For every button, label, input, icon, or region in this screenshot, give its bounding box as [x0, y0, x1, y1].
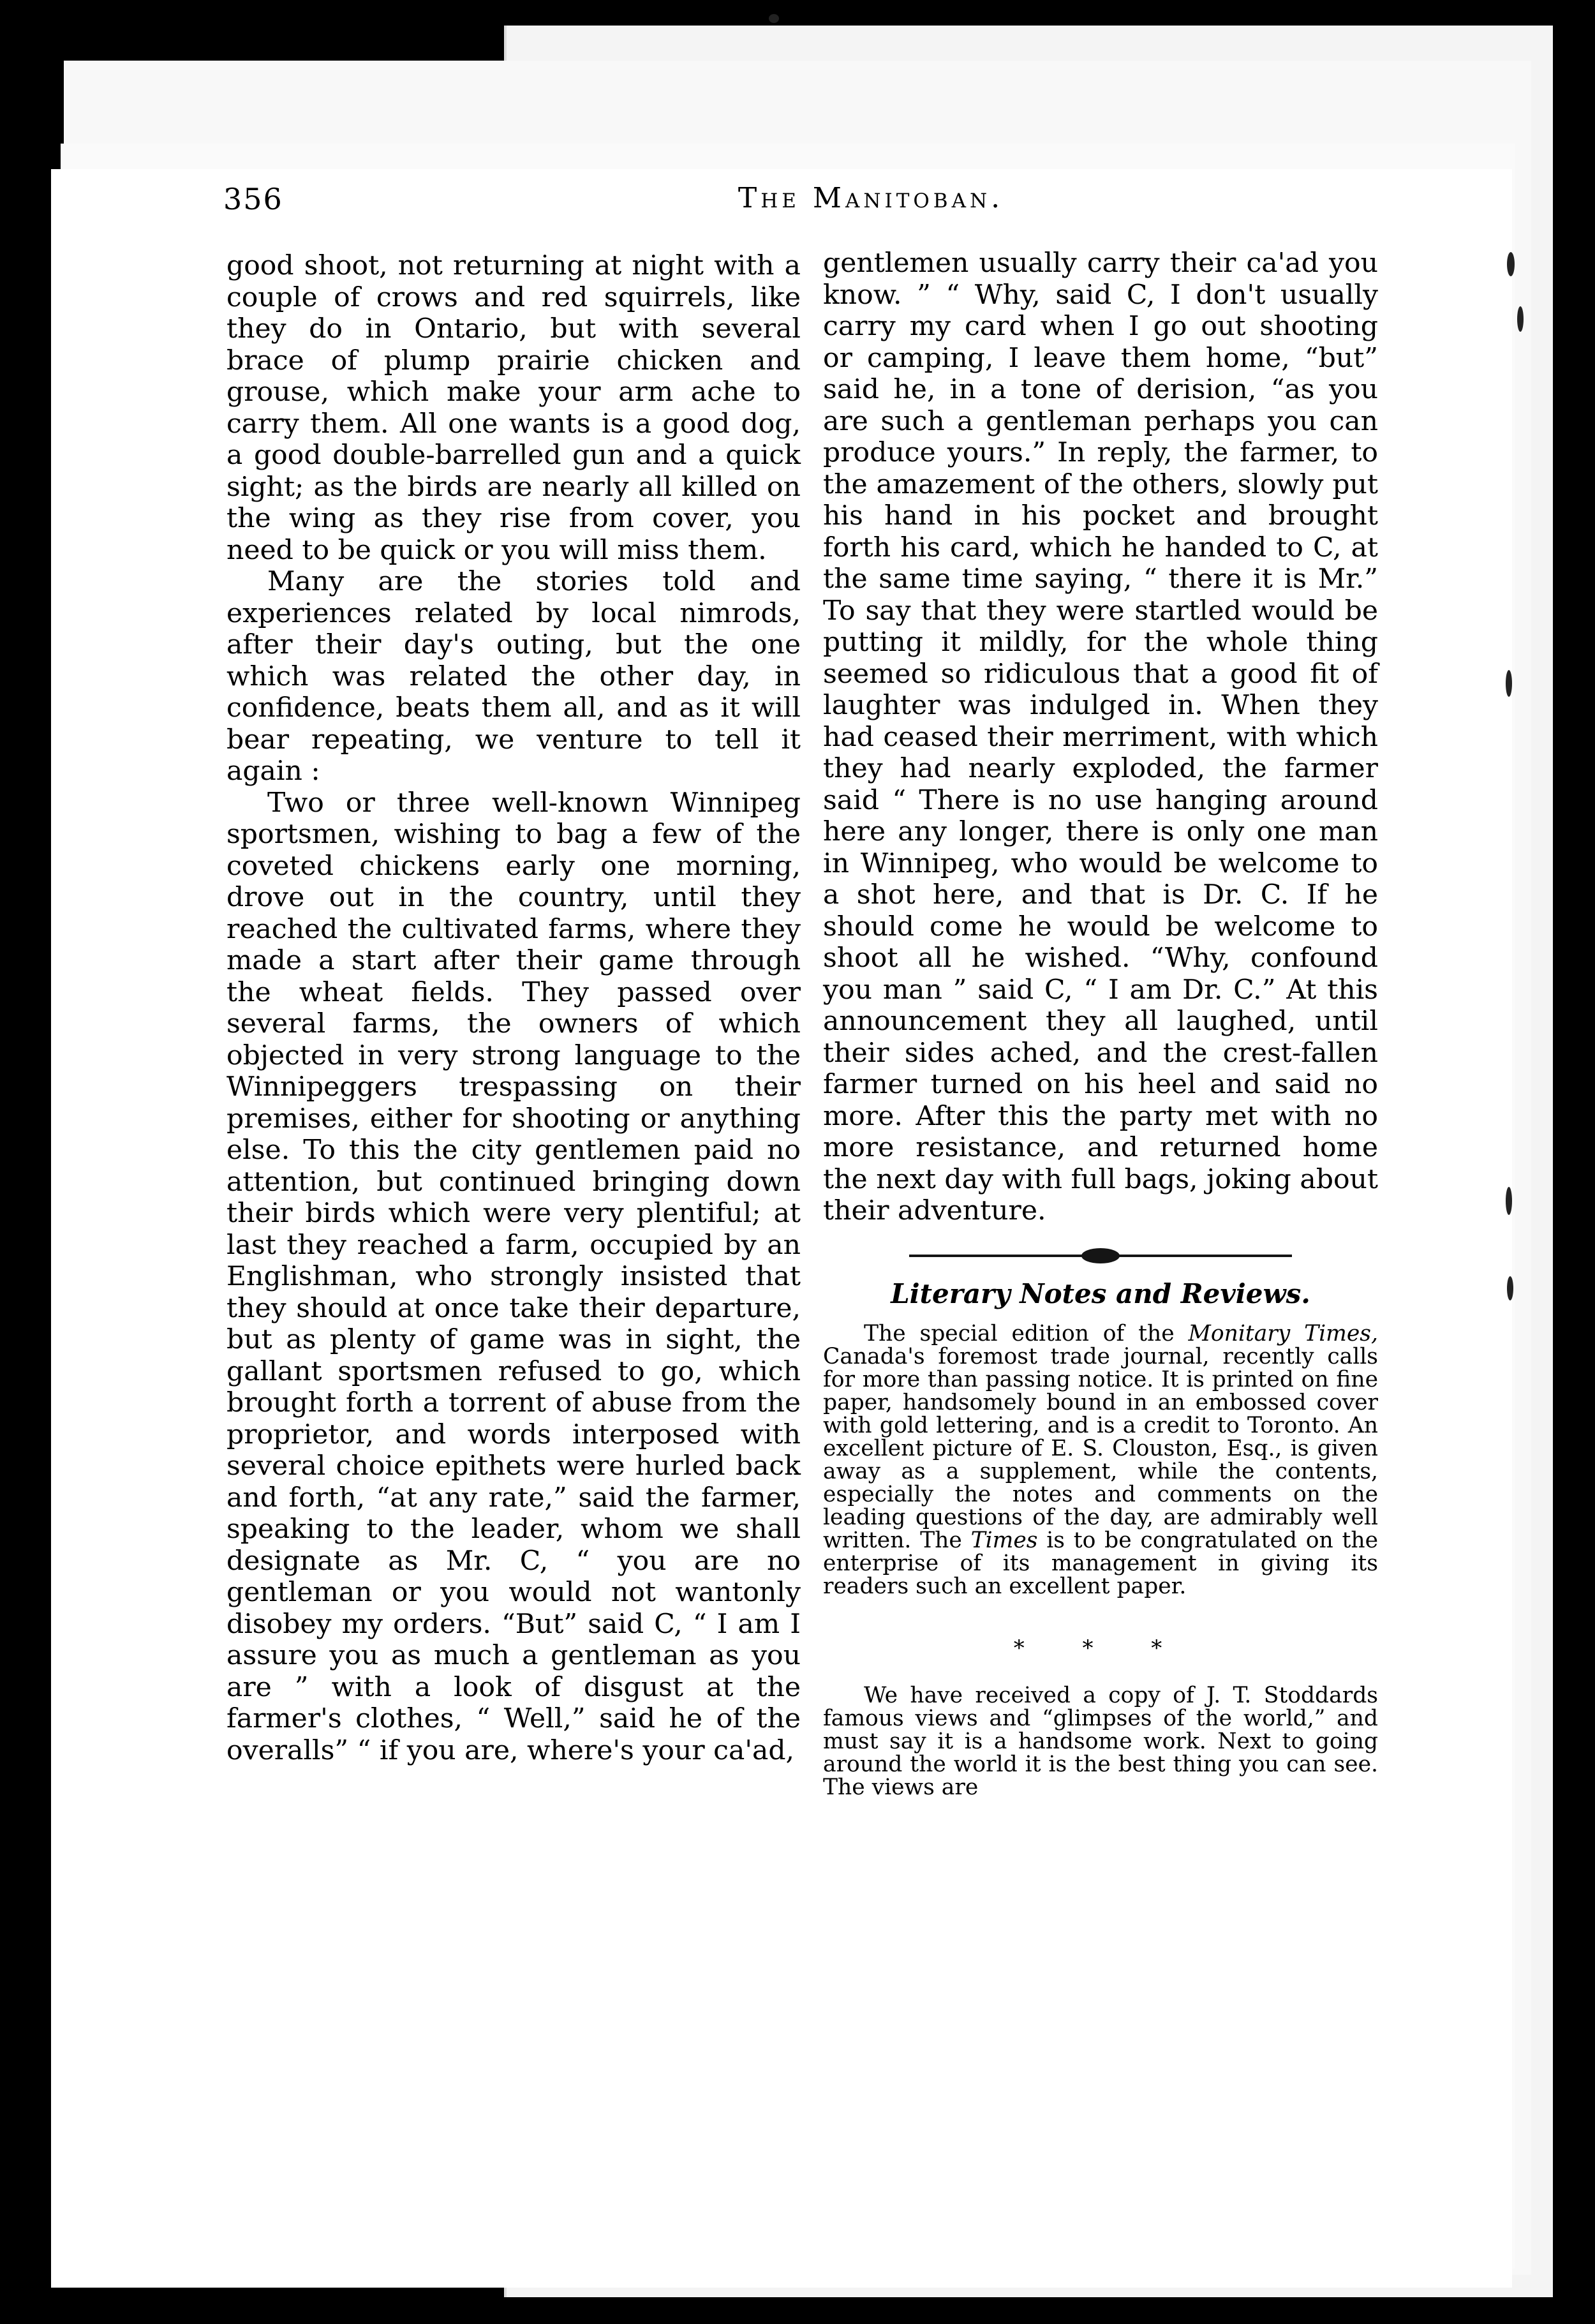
publication-title: Monitary Times, [1188, 1321, 1378, 1346]
asterism: * * * [1013, 1635, 1188, 1661]
margin-speck [1507, 1276, 1513, 1300]
left-column [226, 250, 801, 1766]
paragraph: Many are the stories told and experiences related by local nimrods, after their day's outing, but the one which was related the other day, in confidence, beats them all, and as it will bear repeating, we venture to tell it again : [226, 566, 801, 787]
review-text: The special edition of the [864, 1321, 1189, 1346]
divider-ornament-center [1081, 1248, 1120, 1263]
section-divider-ornament [909, 1246, 1292, 1265]
margin-speck [769, 14, 779, 23]
review-text: Canada's foremost trade journal, recently calls for more than passing notice. It is printed on fine paper, handsomely bound in an embossed cover with gold lettering, and is a credit to Toronto. An excellent picture of E. S. Clouston, Esq., is given away as a supplement, while the contents, especially the notes and comments on the leading questions of the day, are admirably well written. The [823, 1344, 1378, 1553]
review-paragraph [823, 1322, 1378, 1598]
paragraph: gentlemen usually carry their ca'ad you know. ” “ Why, said C, I don't usually carry my card when I go out shooting or camping, I leave them home, “but” said he, in a tone of derision, “as you are such a gentleman perhaps you can produce yours.” In reply, the farmer, to the amazement of the others, slowly put his hand in his pocket and brought forth his card, which he handed to C, at the same time saying, “ there it is Mr.” To say that they were startled would be putting it mildly, for the whole thing seemed so ridiculous that a good fit of laughter was indulged in. When they had ceased their merriment, with which they had nearly exploded, the farmer said “ There is no use hanging around here any longer, there is only one man in Winnipeg, who would be welcome to a shot here, and that is Dr. C. If he should come he would be welcome to shoot all he wished. “Why, confound you man ” said C, “ I am Dr. C.” At this announcement they all laughed, until their sides ached, and the crest-fallen farmer turned on his heel and said no more. After this the party met with no more resistance, and returned home the next day with full bags, joking about their adventure. [823, 248, 1378, 1226]
review-text: is to be congratulated on the enterprise of its management in giving its readers such an excellent paper. [823, 1528, 1378, 1599]
review-paragraph: We have received a copy of J. T. Stoddards famous views and “glimpses of the world,” and must say it is a handsome work. Next to going around the world it is the best thing you can see. The views are [823, 1682, 1378, 1800]
running-title: The Manitoban. [738, 182, 1004, 214]
section-title: Literary Notes and Reviews. [891, 1277, 1310, 1309]
paragraph: good shoot, not returning at night with a couple of crows and red squirrels, like they do in Ontario, but with several brace of plump prairie chicken and grouse, which make your arm ache to carry them. All one wants is a good dog, a good double-barrelled gun and a quick sight; as the birds are nearly all killed on the wing as they rise from cover, you need to be quick or you will miss them. [226, 250, 801, 566]
page-header [223, 182, 1359, 227]
margin-speck [1506, 670, 1512, 697]
margin-speck [1506, 1187, 1512, 1215]
right-column [823, 248, 1378, 1799]
page-number: 356 [223, 182, 283, 216]
paragraph: Two or three well-known Winnipeg sportsmen, wishing to bag a few of the coveted chickens early one morning, drove out in the country, until they reached the cultivated farms, where they made a start after their game through the wheat fields. They passed over several farms, the owners of which objected in very strong language to the Winnipeggers trespassing on their premises, either for shooting or anything else. To this the city gentlemen paid no attention, but continued bringing down their birds which were very plentiful; at last they reached a farm, occupied by an Englishman, who strongly insisted that they should at once take their departure, but as plenty of game was in sight, the gallant sportsmen refused to go, which brought forth a torrent of abuse from the proprietor, and words interposed with several choice epithets were hurled back and forth, “at any rate,” said the farmer, speaking to the leader, whom we shall designate as Mr. C, “ you are no gentleman or you would not wantonly disobey my orders. “But” said C, “ I am I assure you as much a gentleman as you are ” with a look of disgust at the farmer's clothes, “ Well,” said he of the overalls” “ if you are, where's your ca'ad, [226, 787, 801, 1766]
margin-speck [1517, 306, 1524, 332]
margin-speck [1507, 252, 1515, 276]
publication-title: Times [970, 1528, 1038, 1553]
